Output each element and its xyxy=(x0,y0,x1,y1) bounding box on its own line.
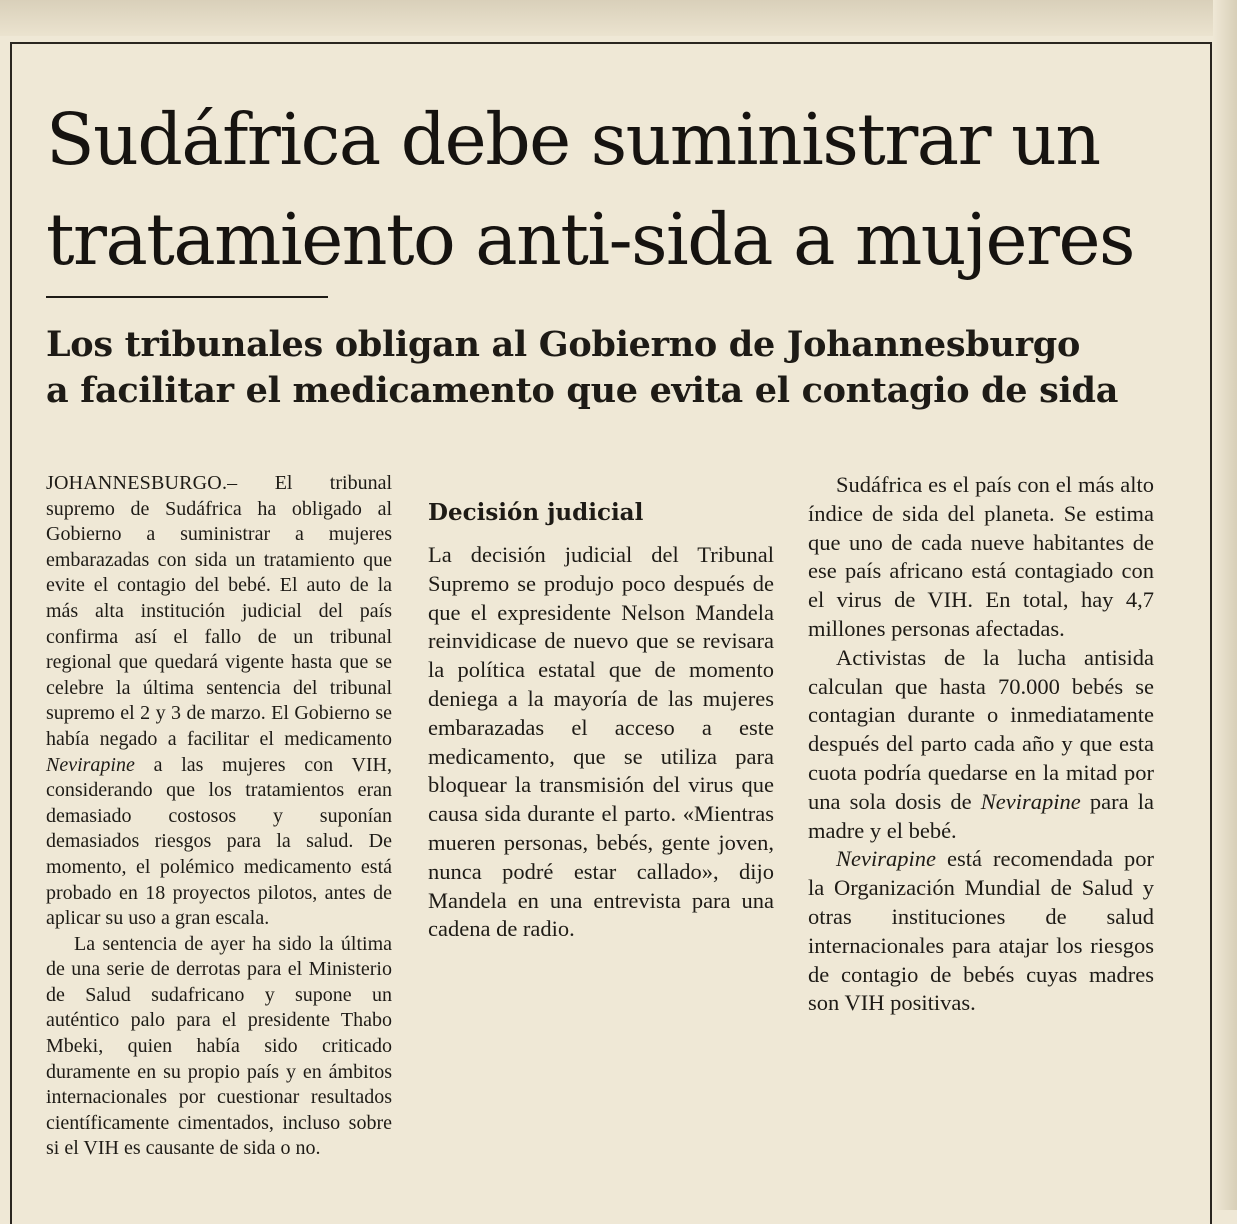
paragraph-4 xyxy=(808,471,1154,644)
paragraph-3-text: La decisión judicial del Tribunal Supremo se produjo poco después de que el expresidente Nelson Mandela reinvidicase de nuevo que se revisara la política estatal que de momento deniega a la mayoría de las mujeres embarazadas el acceso a este medicamento, que se utiliza para bloquear la transmisión del virus que causa sida durante el parto. «Mientras mueren personas, bebés, gente joven, nunca podré estar callado», dijo Mandela en una entrevista para una cadena de radio. xyxy=(428,542,774,942)
headline-line-1: Sudáfrica debe suministrar un xyxy=(46,98,1100,181)
article-column-3 xyxy=(808,471,1154,1018)
paragraph-1 xyxy=(46,471,392,932)
drug-name: Nevirapine xyxy=(980,788,1081,814)
scan-right-margin xyxy=(1213,0,1237,1210)
paragraph-5-text-b: para la madre y el bebé. xyxy=(808,788,1154,843)
paragraph-6-text: está recomendada por la Organización Mundial de Salud y otras instituciones de salud internacionales para atajar los riesgos de contagio de bebés cuyas madres son VIH positivas. xyxy=(808,846,1154,1016)
article-column-2 xyxy=(428,471,774,944)
scan-top-margin xyxy=(0,0,1237,36)
paragraph-1-text-a: El tribunal supremo de Sudáfrica ha obligado al Gobierno a suministrar a mujeres embarazadas con sida un tratamiento que evite el contagio del bebé. El auto de la más alta institución judicial del país confirma así el fallo de un tribunal regional que quedará vigente hasta que se celebre la última sentencia del tribunal supremo el 2 y 3 de marzo. El Gobierno se había negado a facilitar el medicamento xyxy=(46,472,392,750)
article-column-1 xyxy=(46,471,392,1162)
headline-rule xyxy=(46,296,328,298)
paragraph-2 xyxy=(46,932,392,1162)
subhead-line-1: Los tribunales obligan al Gobierno de Johannesburgo xyxy=(46,324,1080,365)
paragraph-5 xyxy=(808,644,1154,846)
dateline: JOHANNESBURGO.– xyxy=(46,472,238,494)
paragraph-4-text: Sudáfrica es el país con el más alto índice de sida del planeta. Se estima que uno de cada nueve habitantes de ese país africano está contagiado con el virus de VIH. En total, hay 4,7 millones personas afectadas. xyxy=(808,472,1154,641)
headline xyxy=(46,90,1196,290)
paragraph-3 xyxy=(428,541,774,944)
paragraph-5-text-a: Activistas de la lucha antisida calculan que hasta 70.000 bebés se contagian durante o inmediatamente después del parto cada año y que esta cuota podría quedarse en la mitad por una sola dosis de xyxy=(808,644,1154,814)
paragraph-2-text: La sentencia de ayer ha sido la última de una serie de derrotas para el Ministerio de Salud sudafricano y supone un auténtico palo para el presidente Thabo Mbeki, quien había sido criticado duramente en su propio país y en ámbitos internacionales por cuestionar resultados científicamente cimentados, incluso sobre si el VIH es causante de sida o no. xyxy=(46,932,392,1160)
section-title: Decisión judicial xyxy=(428,499,644,526)
drug-name: Nevirapine xyxy=(836,846,936,872)
paragraph-1-text-b: a las mujeres con VIH, considerando que los tratamientos eran demasiado costosos y suponían demasiados riesgos para la salud. De momento, el polémico medicamento está probado en 18 proyectos pilotos, antes de aplicar su uso a gran escala. xyxy=(46,753,392,930)
subhead-line-2: a facilitar el medicamento que evita el contagio de sida xyxy=(46,370,1119,411)
paragraph-6 xyxy=(808,845,1154,1018)
headline-line-2: tratamiento anti-sida a mujeres xyxy=(46,198,1134,281)
drug-name: Nevirapine xyxy=(46,753,135,776)
subheadline xyxy=(46,322,1166,414)
